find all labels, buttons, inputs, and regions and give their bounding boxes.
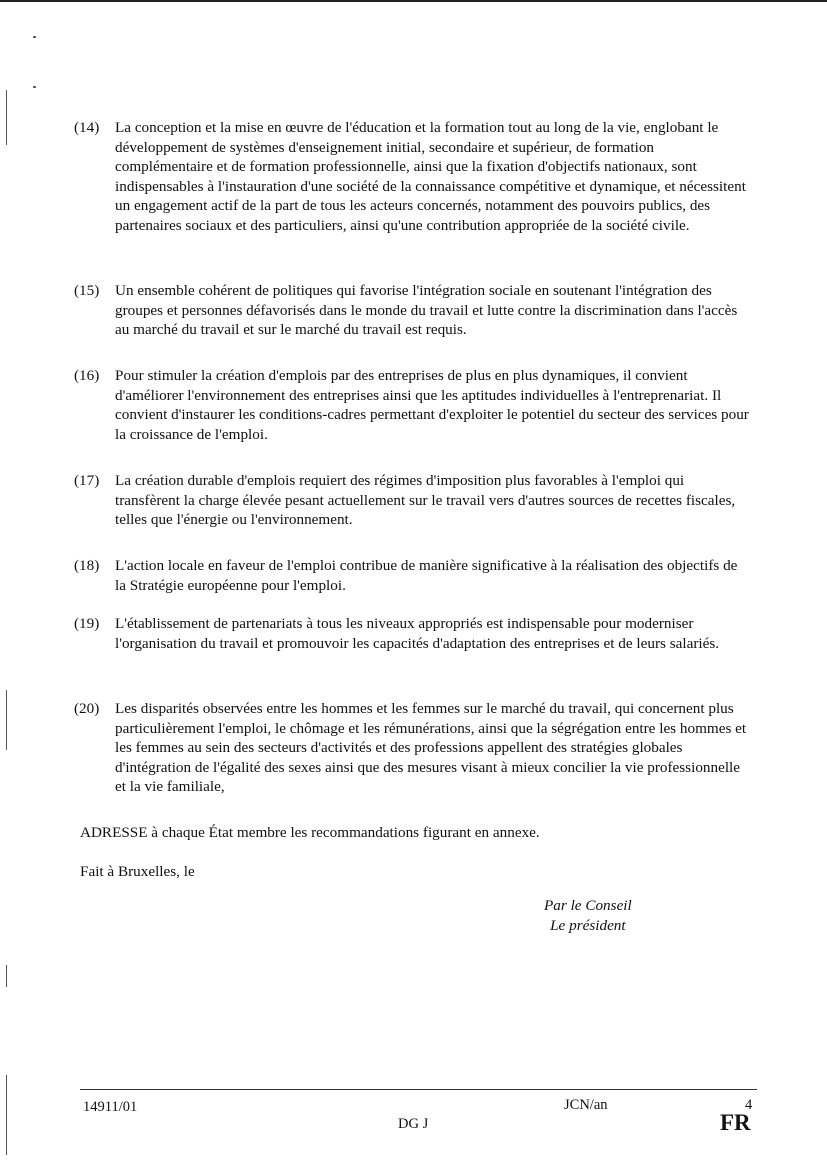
paragraph-number: (19): [74, 615, 100, 632]
signature-council: Par le Conseil: [544, 897, 632, 914]
paragraph-text: La création durable d'emplois requiert des régimes d'imposition plus favorables à l'emploi qui transfèrent la charge élevée pesant actuellement sur le travail vers d'autres sources de recettes fiscales, telles que l'énergie ou l'environnement.: [115, 472, 736, 528]
footer-rule: [80, 1089, 757, 1090]
paragraph-19: [74, 614, 750, 653]
footer-doc-number: 14911/01: [83, 1099, 138, 1115]
signature-block: [544, 896, 632, 935]
paragraph-15: [74, 281, 750, 340]
footer-language: FR: [720, 1110, 751, 1135]
paragraph-16: [74, 366, 750, 444]
footer-page-number: 4: [745, 1097, 753, 1113]
scan-margin-mark: [6, 1075, 7, 1155]
paragraph-number: (18): [74, 557, 100, 574]
paragraph-text: La conception et la mise en œuvre de l'éducation et la formation tout au long de la vie, englobant le développement de systèmes d'enseignement initial, secondaire et supérieur, de formation complémentaire et de formation professionnelle, ainsi que la fixation d'objectifs nationaux, sont indispensables à l'instauration d'une société de la connaissance compétitive et dynamique, et nécessitent un engagement actif de la part de tous les acteurs concernés, notamment des pouvoirs publics, des partenaires sociaux et des particuliers, ainsi qu'une contribution appropriée de la société civile.: [115, 119, 746, 234]
paragraph-text: L'action locale en faveur de l'emploi contribue de manière significative à la réalisation des objectifs de la Stratégie européenne pour l'emploi.: [115, 557, 738, 594]
paragraph-20: [74, 699, 750, 797]
adresse-statement: ADRESSE à chaque État membre les recommandations figurant en annexe.: [80, 824, 540, 841]
paragraph-number: (20): [74, 700, 100, 717]
paragraph-17: [74, 471, 750, 530]
paragraph-18: [74, 556, 750, 595]
signature-president: Le président: [550, 916, 626, 934]
fait-a-line: Fait à Bruxelles, le: [80, 863, 195, 880]
top-border: [0, 0, 827, 2]
footer-department: DG J: [398, 1116, 429, 1132]
paragraph-text: L'établissement de partenariats à tous les niveaux appropriés est indispensable pour moderniser l'organisation du travail et promouvoir les capacités d'adaptation des entreprises et de leurs salariés.: [115, 615, 720, 652]
scan-speck: [33, 36, 36, 38]
footer-initials: JCN/an: [564, 1097, 608, 1113]
paragraph-text: Un ensemble cohérent de politiques qui favorise l'intégration sociale en soutenant l'intégration des groupes et personnes défavorisés dans le monde du travail et lutte contre la discrimination dans l'accès au marché du travail et sur le marché du travail est requis.: [115, 282, 738, 338]
paragraph-text: Les disparités observées entre les hommes et les femmes sur le marché du travail, qui concernent plus particulièrement l'emploi, le chômage et les rémunérations, ainsi que la ségrégation entre les hommes et les femmes au sein des secteurs d'activités et des professions appellent des stratégies globales d'intégration de l'égalité des sexes ainsi que des mesures visant à mieux concilier la vie professionnelle et la vie familiale,: [115, 700, 747, 795]
paragraph-14: [74, 118, 750, 235]
paragraph-number: (16): [74, 367, 100, 384]
scan-margin-mark: [6, 690, 7, 750]
paragraph-number: (15): [74, 282, 100, 299]
paragraph-text: Pour stimuler la création d'emplois par des entreprises de plus en plus dynamiques, il convient d'améliorer l'environnement des entreprises ainsi que les aptitudes individuelles à l'entreprenariat. Il convient d'instaurer les conditions-cadres permettant d'exploiter le potentiel du secteur des services pour la croissance de l'emploi.: [115, 367, 749, 443]
paragraph-number: (17): [74, 472, 100, 489]
paragraph-number: (14): [74, 119, 100, 136]
scan-margin-mark: [6, 90, 7, 145]
scan-speck: [33, 86, 36, 88]
scan-margin-mark: [6, 965, 7, 987]
